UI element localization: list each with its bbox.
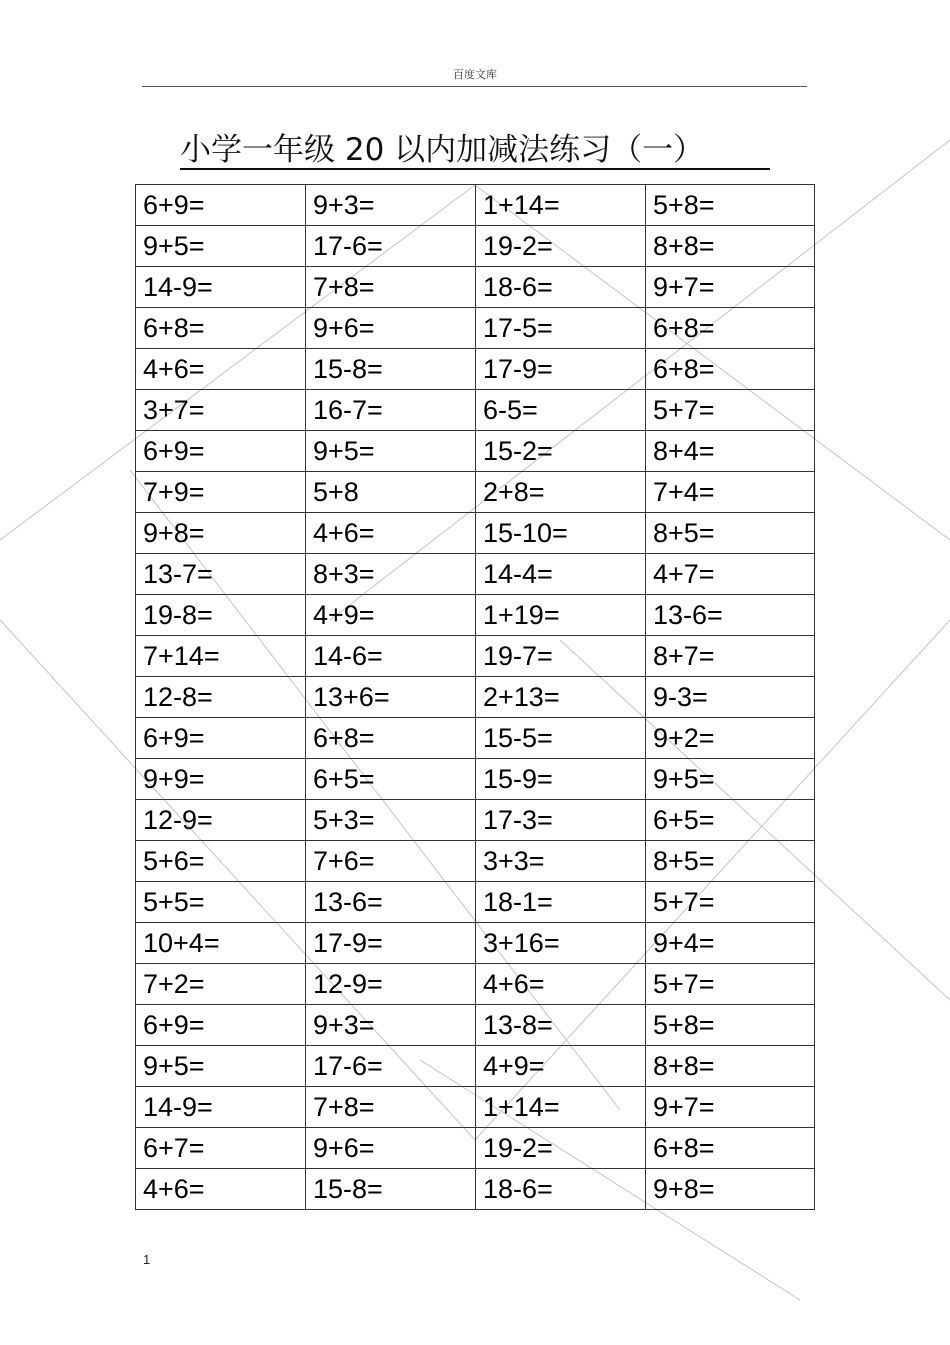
problem-cell: 4+9=: [476, 1046, 646, 1087]
problem-cell: 14-6=: [306, 636, 476, 677]
problem-cell: 9+8=: [646, 1169, 815, 1210]
table-row: [136, 1087, 815, 1128]
problem-cell: 15-8=: [306, 1169, 476, 1210]
problem-cell: 14-9=: [136, 1087, 306, 1128]
problem-cell: 8+4=: [646, 431, 815, 472]
problem-cell: 12-8=: [136, 677, 306, 718]
problem-cell: 6+7=: [136, 1128, 306, 1169]
problem-cell: 6+9=: [136, 718, 306, 759]
table-row: [136, 923, 815, 964]
problem-cell: 5+7=: [646, 390, 815, 431]
table-row: [136, 472, 815, 513]
table-row: [136, 185, 815, 226]
page-number: 1: [143, 1252, 151, 1267]
page-title: 小学一年级 20 以内加减法练习（一）: [180, 130, 770, 170]
table-row: [136, 431, 815, 472]
problem-cell: 10+4=: [136, 923, 306, 964]
table-row: [136, 718, 815, 759]
table-row: [136, 636, 815, 677]
problem-cell: 7+8=: [306, 1087, 476, 1128]
problem-cell: 19-8=: [136, 595, 306, 636]
problem-cell: 9+3=: [306, 1005, 476, 1046]
problem-cell: 13-7=: [136, 554, 306, 595]
problem-cell: 3+7=: [136, 390, 306, 431]
problem-cell: 9+4=: [646, 923, 815, 964]
problem-cell: 9+6=: [306, 308, 476, 349]
problem-cell: 9+2=: [646, 718, 815, 759]
problem-cell: 17-6=: [306, 226, 476, 267]
problem-cell: 8+5=: [646, 841, 815, 882]
problem-cell: 5+7=: [646, 964, 815, 1005]
problem-cell: 17-9=: [306, 923, 476, 964]
problem-cell: 9+7=: [646, 267, 815, 308]
problem-cell: 17-6=: [306, 1046, 476, 1087]
problem-cell: 15-2=: [476, 431, 646, 472]
problem-cell: 18-6=: [476, 267, 646, 308]
problem-cell: 9+5=: [136, 226, 306, 267]
table-row: [136, 800, 815, 841]
table-row: [136, 759, 815, 800]
problem-cell: 1+19=: [476, 595, 646, 636]
problem-cell: 15-9=: [476, 759, 646, 800]
problem-cell: 5+5=: [136, 882, 306, 923]
table-row: [136, 677, 815, 718]
problem-cell: 18-1=: [476, 882, 646, 923]
exercise-table-body: [136, 185, 815, 1210]
table-row: [136, 964, 815, 1005]
problem-cell: 7+6=: [306, 841, 476, 882]
problem-cell: 7+8=: [306, 267, 476, 308]
problem-cell: 15-8=: [306, 349, 476, 390]
problem-cell: 8+3=: [306, 554, 476, 595]
problem-cell: 3+3=: [476, 841, 646, 882]
problem-cell: 6+9=: [136, 185, 306, 226]
problem-cell: 8+8=: [646, 226, 815, 267]
problem-cell: 9+9=: [136, 759, 306, 800]
problem-cell: 9+8=: [136, 513, 306, 554]
problem-cell: 2+13=: [476, 677, 646, 718]
problem-cell: 8+8=: [646, 1046, 815, 1087]
problem-cell: 5+8=: [646, 1005, 815, 1046]
problem-cell: 6+5=: [646, 800, 815, 841]
problem-cell: 14-4=: [476, 554, 646, 595]
problem-cell: 6+8=: [306, 718, 476, 759]
problem-cell: 8+5=: [646, 513, 815, 554]
problem-cell: 15-5=: [476, 718, 646, 759]
problem-cell: 6+8=: [646, 1128, 815, 1169]
problem-cell: 9+5=: [306, 431, 476, 472]
problem-cell: 2+8=: [476, 472, 646, 513]
problem-cell: 13-6=: [306, 882, 476, 923]
table-row: [136, 226, 815, 267]
exercise-table: [135, 184, 815, 1210]
problem-cell: 6+9=: [136, 431, 306, 472]
table-row: [136, 267, 815, 308]
table-row: [136, 1005, 815, 1046]
problem-cell: 5+8=: [646, 185, 815, 226]
problem-cell: 1+14=: [476, 1087, 646, 1128]
problem-cell: 5+7=: [646, 882, 815, 923]
table-row: [136, 554, 815, 595]
problem-cell: 7+9=: [136, 472, 306, 513]
problem-cell: 7+2=: [136, 964, 306, 1005]
problem-cell: 19-2=: [476, 1128, 646, 1169]
problem-cell: 17-9=: [476, 349, 646, 390]
problem-cell: 4+6=: [306, 513, 476, 554]
problem-cell: 4+6=: [136, 349, 306, 390]
problem-cell: 12-9=: [306, 964, 476, 1005]
problem-cell: 15-10=: [476, 513, 646, 554]
problem-cell: 4+7=: [646, 554, 815, 595]
problem-cell: 6-5=: [476, 390, 646, 431]
table-row: [136, 595, 815, 636]
problem-cell: 13+6=: [306, 677, 476, 718]
header-site-name: 百度文库: [453, 68, 497, 81]
problem-cell: 19-7=: [476, 636, 646, 677]
table-row: [136, 390, 815, 431]
problem-cell: 6+8=: [136, 308, 306, 349]
problem-cell: 4+6=: [136, 1169, 306, 1210]
problem-cell: 5+6=: [136, 841, 306, 882]
problem-cell: 3+16=: [476, 923, 646, 964]
table-row: [136, 513, 815, 554]
table-row: [136, 841, 815, 882]
problem-cell: 6+5=: [306, 759, 476, 800]
problem-cell: 8+7=: [646, 636, 815, 677]
problem-cell: 9+6=: [306, 1128, 476, 1169]
problem-cell: 19-2=: [476, 226, 646, 267]
problem-cell: 6+9=: [136, 1005, 306, 1046]
problem-cell: 12-9=: [136, 800, 306, 841]
problem-cell: 13-6=: [646, 595, 815, 636]
problem-cell: 9-3=: [646, 677, 815, 718]
problem-cell: 7+4=: [646, 472, 815, 513]
problem-cell: 9+7=: [646, 1087, 815, 1128]
problem-cell: 7+14=: [136, 636, 306, 677]
problem-cell: 16-7=: [306, 390, 476, 431]
problem-cell: 6+8=: [646, 308, 815, 349]
table-row: [136, 1046, 815, 1087]
problem-cell: 14-9=: [136, 267, 306, 308]
table-row: [136, 882, 815, 923]
problem-cell: 5+8: [306, 472, 476, 513]
problem-cell: 6+8=: [646, 349, 815, 390]
problem-cell: 9+5=: [646, 759, 815, 800]
table-row: [136, 308, 815, 349]
table-row: [136, 1169, 815, 1210]
problem-cell: 9+3=: [306, 185, 476, 226]
problem-cell: 5+3=: [306, 800, 476, 841]
problem-cell: 18-6=: [476, 1169, 646, 1210]
problem-cell: 17-3=: [476, 800, 646, 841]
problem-cell: 13-8=: [476, 1005, 646, 1046]
table-row: [136, 1128, 815, 1169]
problem-cell: 1+14=: [476, 185, 646, 226]
problem-cell: 9+5=: [136, 1046, 306, 1087]
header-divider: [142, 86, 807, 87]
problem-cell: 17-5=: [476, 308, 646, 349]
table-row: [136, 349, 815, 390]
problem-cell: 4+9=: [306, 595, 476, 636]
problem-cell: 4+6=: [476, 964, 646, 1005]
